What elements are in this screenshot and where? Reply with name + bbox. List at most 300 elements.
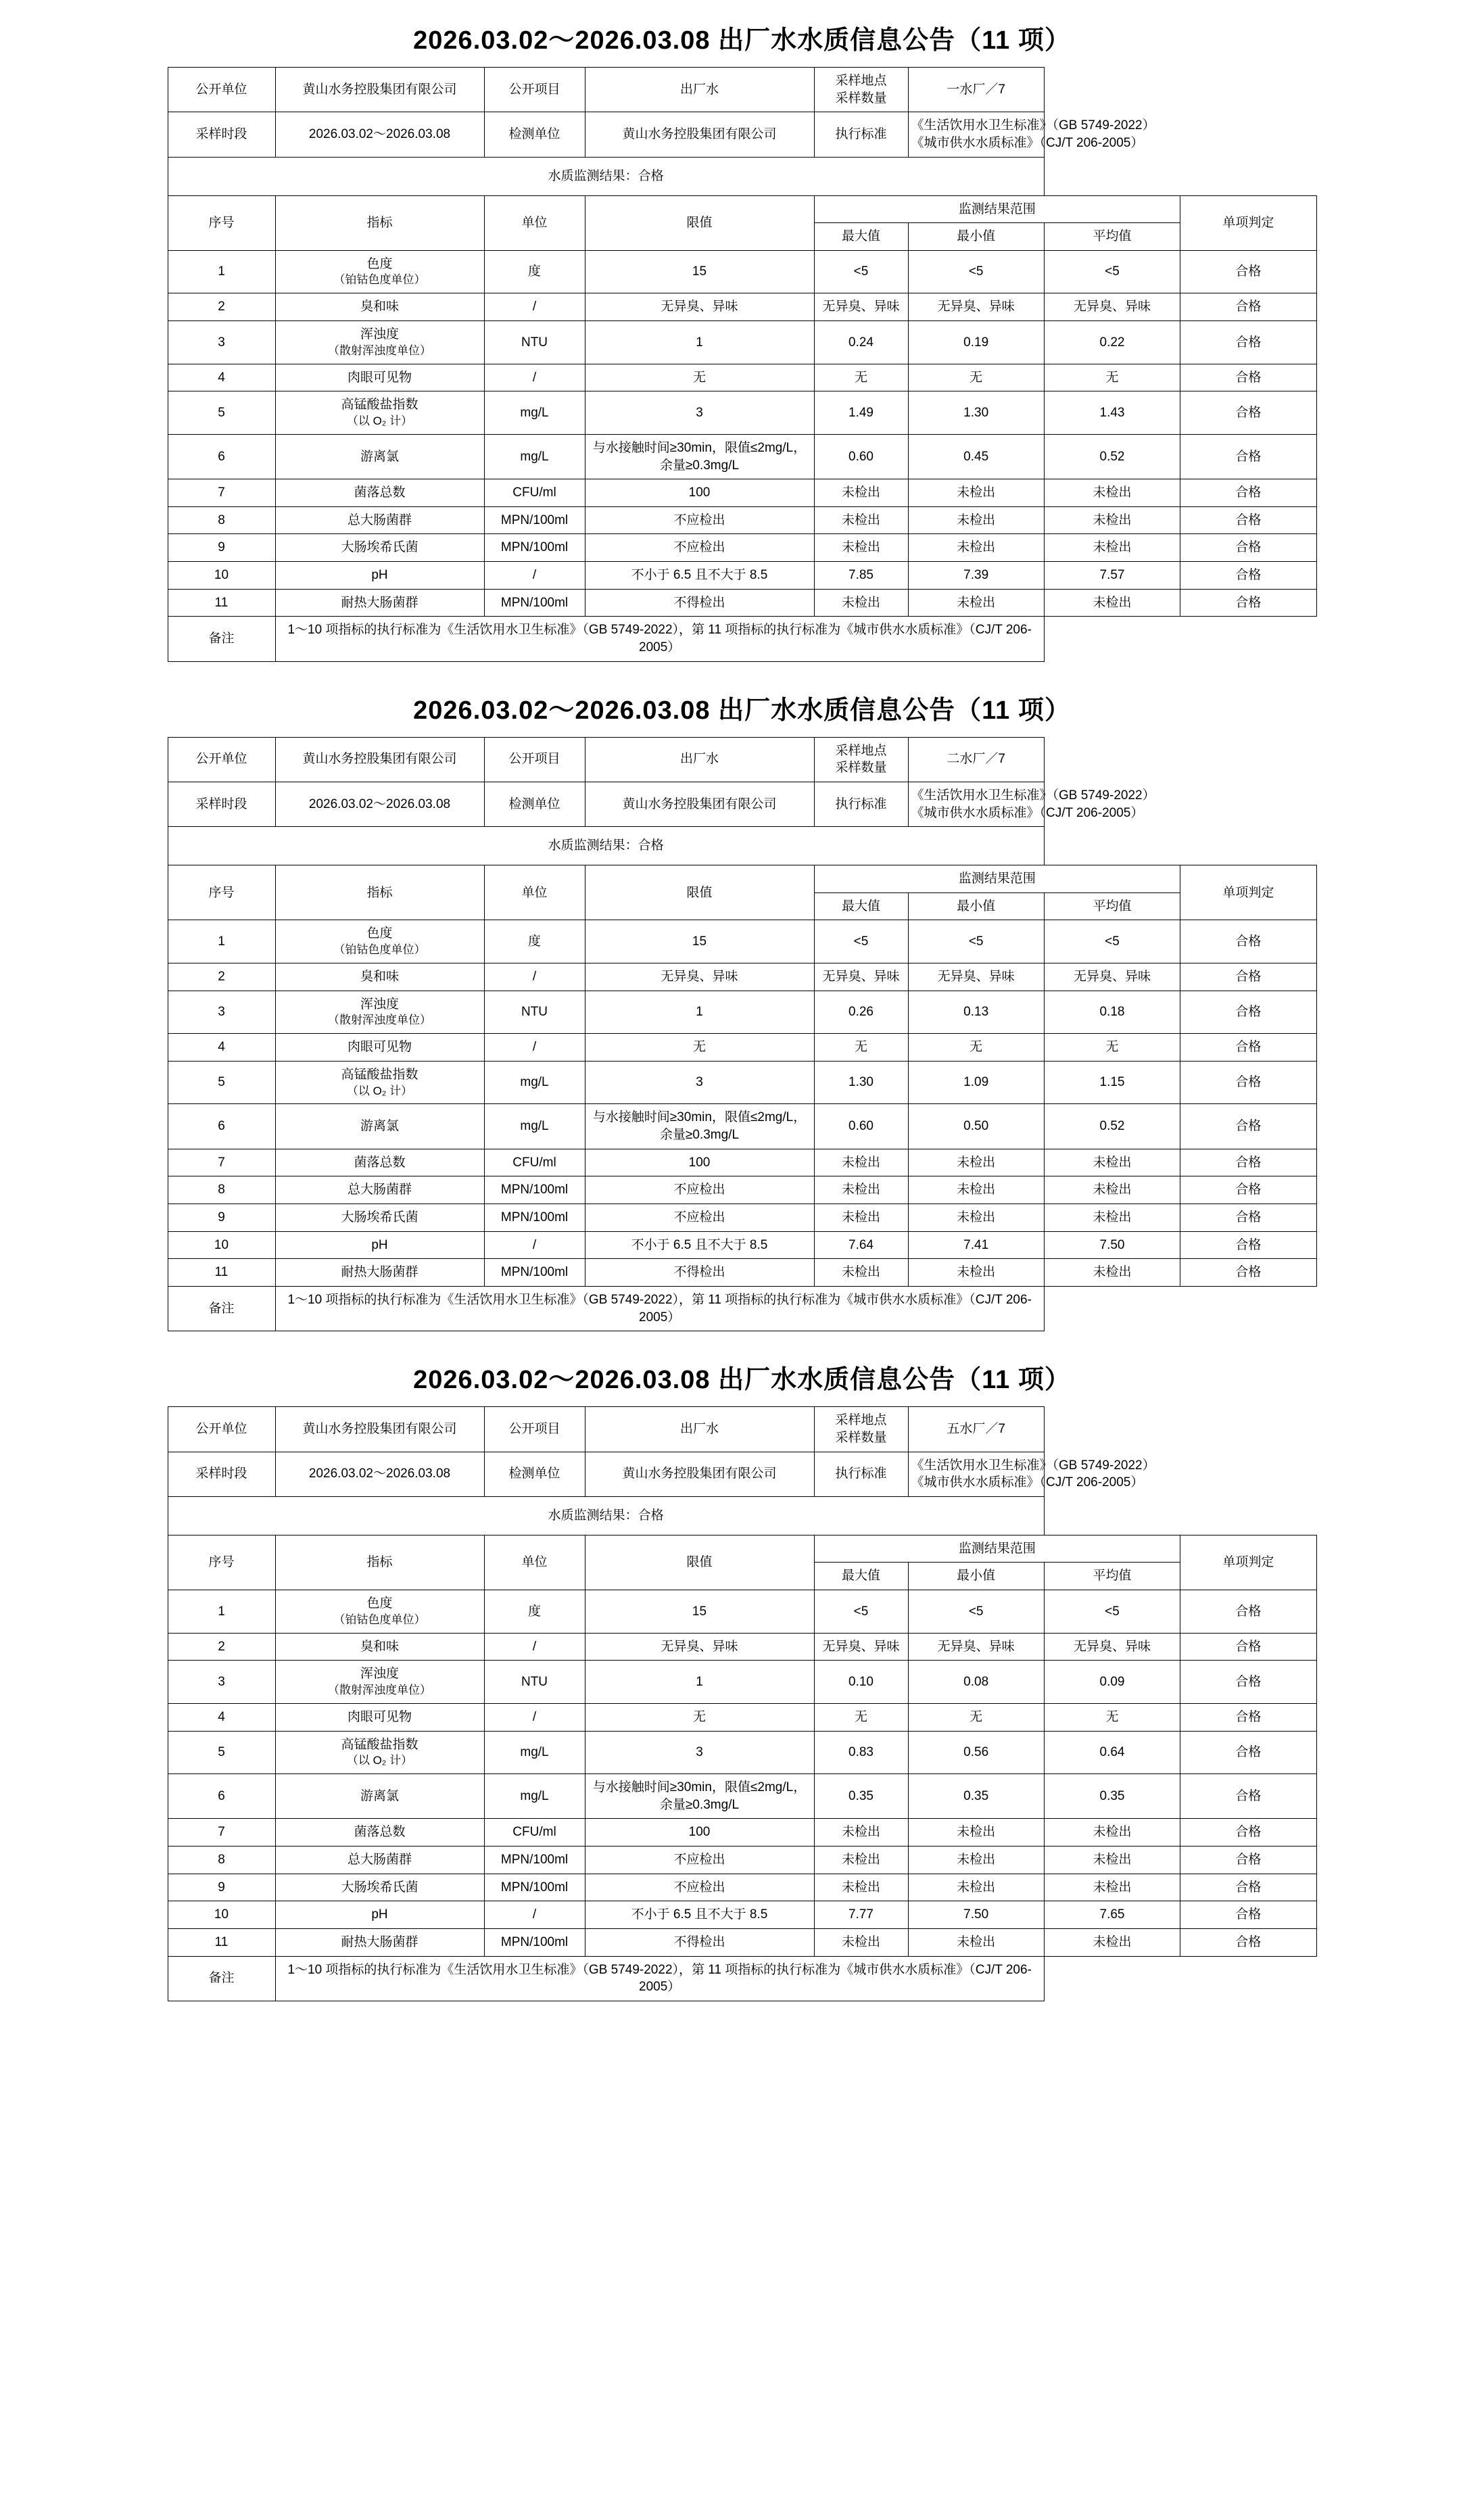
item-name: 高锰酸盐指数 [341, 1737, 418, 1752]
cell-item [275, 1061, 484, 1104]
cell-item [275, 1928, 484, 1956]
cell-unit: MPN/100ml [484, 1928, 585, 1956]
cell-unit: CFU/ml [484, 479, 585, 507]
column-header-row-1 [168, 195, 1316, 223]
item-name: 总大肠菌群 [347, 513, 412, 527]
overall-result-row [168, 827, 1316, 865]
cell-min: <5 [908, 920, 1044, 963]
table-row [168, 1104, 1316, 1149]
cell-avg: 0.52 [1044, 1104, 1180, 1149]
cell-avg: 未检出 [1044, 1928, 1180, 1956]
item-subname: （铂钴色度单位） [333, 273, 426, 287]
item-subname: （散射浑浊度单位） [328, 1683, 431, 1696]
limit-line-1: 与水接触时间≥30min，限值≤2mg/L， [592, 1110, 807, 1125]
cell-index: 1 [168, 250, 275, 293]
report-table [168, 737, 1317, 1332]
cell-limit [585, 1104, 814, 1149]
cell-min: 未检出 [908, 1149, 1044, 1176]
cell-limit: 不应检出 [585, 1204, 814, 1232]
cell-min: 未检出 [908, 1176, 1044, 1204]
col-avg: 平均值 [1044, 223, 1180, 251]
cell-item [275, 250, 484, 293]
value-standard [908, 1452, 1155, 1496]
label-site: 采样地点 [835, 1413, 887, 1428]
col-limit: 限值 [585, 865, 814, 920]
cell-judge: 合格 [1180, 1149, 1316, 1176]
cell-avg: 0.18 [1044, 991, 1180, 1034]
cell-judge: 合格 [1180, 1703, 1316, 1731]
item-name: 大肠埃希氏菌 [341, 1880, 418, 1895]
table-row [168, 250, 1316, 293]
cell-max: 1.49 [814, 391, 908, 435]
label-project: 公开项目 [484, 737, 585, 782]
item-name: 浑浊度 [360, 327, 399, 342]
cell-max: 无 [814, 1034, 908, 1062]
cell-index: 6 [168, 1104, 275, 1149]
cell-unit: mg/L [484, 434, 585, 479]
water-quality-report [168, 9, 1317, 662]
label-site: 采样地点 [835, 743, 887, 758]
cell-index: 3 [168, 1661, 275, 1704]
table-row [168, 1874, 1316, 1901]
value-project: 出厂水 [585, 737, 814, 782]
col-index: 序号 [168, 1535, 275, 1590]
item-name: 肉眼可见物 [347, 1709, 412, 1724]
cell-limit: 不应检出 [585, 1874, 814, 1901]
cell-max: 未检出 [814, 1819, 908, 1847]
col-limit: 限值 [585, 195, 814, 250]
label-site-and-count [814, 1407, 908, 1452]
value-site-and-count: 一水厂／7 [908, 68, 1044, 112]
cell-judge: 合格 [1180, 562, 1316, 590]
cell-max: 未检出 [814, 1204, 908, 1232]
item-name: 高锰酸盐指数 [341, 398, 418, 412]
cell-min: 0.45 [908, 434, 1044, 479]
cell-unit: / [484, 1901, 585, 1929]
overall-result-text: 水质监测结果：合格 [168, 157, 1044, 195]
cell-avg: 无异臭、异味 [1044, 963, 1180, 991]
cell-min: <5 [908, 1590, 1044, 1634]
cell-limit: 3 [585, 1731, 814, 1774]
item-name: 大肠埃希氏菌 [341, 1210, 418, 1225]
cell-avg: 7.65 [1044, 1901, 1180, 1929]
cell-min: 未检出 [908, 1928, 1044, 1956]
cell-limit: 100 [585, 479, 814, 507]
cell-max: 无异臭、异味 [814, 293, 908, 321]
value-project: 出厂水 [585, 1407, 814, 1452]
cell-limit: 无 [585, 364, 814, 391]
table-row [168, 506, 1316, 534]
cell-item [275, 1661, 484, 1704]
cell-judge: 合格 [1180, 479, 1316, 507]
cell-judge: 合格 [1180, 364, 1316, 391]
cell-max: 未检出 [814, 1149, 908, 1176]
cell-limit: 无异臭、异味 [585, 1633, 814, 1661]
limit-line-2: 余量≥0.3mg/L [659, 1128, 740, 1143]
value-project: 出厂水 [585, 68, 814, 112]
item-name: 耐热大肠菌群 [341, 1934, 418, 1949]
cell-avg: 未检出 [1044, 1874, 1180, 1901]
cell-index: 5 [168, 391, 275, 435]
cell-judge: 合格 [1180, 1633, 1316, 1661]
item-name: 浑浊度 [360, 997, 399, 1011]
table-row [168, 1231, 1316, 1259]
cell-unit: MPN/100ml [484, 1204, 585, 1232]
col-unit: 单位 [484, 865, 585, 920]
cell-index: 8 [168, 1176, 275, 1204]
cell-min: 无异臭、异味 [908, 293, 1044, 321]
table-row [168, 1590, 1316, 1634]
cell-judge: 合格 [1180, 1731, 1316, 1774]
page-title: 2026.03.02～2026.03.08 出厂水水质信息公告（11 项） [413, 696, 1071, 725]
table-row [168, 1661, 1316, 1704]
value-sample-period: 2026.03.02～2026.03.08 [275, 782, 484, 826]
cell-unit: NTU [484, 1661, 585, 1704]
table-row [168, 1774, 1316, 1819]
cell-unit: 度 [484, 920, 585, 963]
note-text: 1～10 项指标的执行标准为《生活饮用水卫生标准》（GB 5749-2022），第 11 项指标的执行标准为《城市供水水质标准》（CJ/T 206-2005） [275, 1956, 1044, 2001]
table-row [168, 1703, 1316, 1731]
cell-item [275, 434, 484, 479]
cell-min: 0.19 [908, 321, 1044, 364]
cell-limit: 无异臭、异味 [585, 963, 814, 991]
cell-index: 7 [168, 479, 275, 507]
table-row [168, 534, 1316, 562]
label-publisher: 公开单位 [168, 737, 275, 782]
water-quality-report [168, 1349, 1317, 2001]
cell-max: 7.64 [814, 1231, 908, 1259]
cell-judge: 合格 [1180, 1590, 1316, 1634]
cell-min: 7.50 [908, 1901, 1044, 1929]
cell-avg: 无 [1044, 1703, 1180, 1731]
cell-min: 未检出 [908, 1847, 1044, 1874]
item-subname: （散射浑浊度单位） [328, 343, 431, 357]
cell-limit: 1 [585, 321, 814, 364]
cell-min: 无异臭、异味 [908, 1633, 1044, 1661]
cell-judge: 合格 [1180, 534, 1316, 562]
note-label: 备注 [168, 1956, 275, 2001]
page-title: 2026.03.02～2026.03.08 出厂水水质信息公告（11 项） [413, 26, 1071, 55]
cell-index: 3 [168, 991, 275, 1034]
cell-min: 未检出 [908, 506, 1044, 534]
cell-item [275, 589, 484, 617]
item-name: 总大肠菌群 [347, 1183, 412, 1197]
col-judge: 单项判定 [1180, 195, 1316, 250]
cell-unit: MPN/100ml [484, 1176, 585, 1204]
col-limit: 限值 [585, 1535, 814, 1590]
cell-limit: 15 [585, 1590, 814, 1634]
item-name: pH [371, 1237, 388, 1252]
item-subname: （散射浑浊度单位） [328, 1014, 431, 1027]
standard-line-2: 《城市供水水质标准》（CJ/T 206-2005） [911, 135, 1144, 150]
header-row-1 [168, 68, 1316, 112]
item-name: 菌落总数 [354, 1825, 406, 1840]
item-name: 色度 [366, 1596, 393, 1611]
note-label: 备注 [168, 1286, 275, 1331]
label-count: 采样数量 [835, 1430, 887, 1445]
cell-min: 未检出 [908, 1204, 1044, 1232]
cell-unit: NTU [484, 321, 585, 364]
cell-judge: 合格 [1180, 434, 1316, 479]
cell-index: 5 [168, 1061, 275, 1104]
col-result-range: 监测结果范围 [814, 195, 1180, 223]
cell-item [275, 1231, 484, 1259]
table-row [168, 391, 1316, 435]
cell-index: 8 [168, 506, 275, 534]
cell-judge: 合格 [1180, 589, 1316, 617]
cell-judge: 合格 [1180, 506, 1316, 534]
overall-result-row [168, 157, 1316, 195]
label-standard: 执行标准 [814, 782, 908, 826]
cell-judge: 合格 [1180, 1874, 1316, 1901]
item-subname: （以 O₂ 计） [346, 1754, 413, 1767]
table-row [168, 434, 1316, 479]
value-sample-period: 2026.03.02～2026.03.08 [275, 1452, 484, 1496]
item-name: pH [371, 568, 388, 583]
value-sample-period: 2026.03.02～2026.03.08 [275, 112, 484, 157]
cell-min: 0.08 [908, 1661, 1044, 1704]
item-name: 游离氯 [360, 1788, 399, 1803]
cell-avg: 未检出 [1044, 534, 1180, 562]
water-quality-report [168, 680, 1317, 1332]
cell-unit: mg/L [484, 1774, 585, 1819]
cell-unit: MPN/100ml [484, 1874, 585, 1901]
cell-limit: 不应检出 [585, 1847, 814, 1874]
cell-min: 7.41 [908, 1231, 1044, 1259]
standard-line-1: 《生活饮用水卫生标准》（GB 5749-2022） [911, 118, 1155, 133]
table-row [168, 1204, 1316, 1232]
col-max: 最大值 [814, 223, 908, 251]
col-judge: 单项判定 [1180, 1535, 1316, 1590]
cell-max: 未检出 [814, 1928, 908, 1956]
cell-max: <5 [814, 1590, 908, 1634]
cell-max: 7.85 [814, 562, 908, 590]
col-item: 指标 [275, 1535, 484, 1590]
cell-avg: <5 [1044, 1590, 1180, 1634]
label-site-and-count [814, 737, 908, 782]
table-row [168, 589, 1316, 617]
cell-max: 无 [814, 1703, 908, 1731]
cell-judge: 合格 [1180, 1061, 1316, 1104]
item-name: 菌落总数 [354, 1155, 406, 1170]
cell-judge: 合格 [1180, 1104, 1316, 1149]
cell-limit: 无 [585, 1703, 814, 1731]
cell-index: 4 [168, 1703, 275, 1731]
cell-judge: 合格 [1180, 920, 1316, 963]
cell-judge: 合格 [1180, 1034, 1316, 1062]
label-sample-period: 采样时段 [168, 112, 275, 157]
cell-judge: 合格 [1180, 250, 1316, 293]
label-sample-period: 采样时段 [168, 782, 275, 826]
cell-avg: 未检出 [1044, 479, 1180, 507]
cell-item [275, 1590, 484, 1634]
cell-avg: 1.43 [1044, 391, 1180, 435]
cell-item [275, 963, 484, 991]
cell-index: 9 [168, 1204, 275, 1232]
header-row-2 [168, 112, 1316, 157]
cell-avg: 未检出 [1044, 1204, 1180, 1232]
cell-limit: 15 [585, 250, 814, 293]
item-name: 游离氯 [360, 1119, 399, 1134]
cell-limit: 不应检出 [585, 506, 814, 534]
cell-limit: 1 [585, 1661, 814, 1704]
table-row [168, 1061, 1316, 1104]
cell-item [275, 1633, 484, 1661]
cell-item [275, 321, 484, 364]
cell-judge: 合格 [1180, 1847, 1316, 1874]
cell-item [275, 1901, 484, 1929]
cell-limit: 100 [585, 1819, 814, 1847]
value-testing-unit: 黄山水务控股集团有限公司 [585, 1452, 814, 1496]
cell-avg: 未检出 [1044, 1847, 1180, 1874]
overall-result-row [168, 1496, 1316, 1535]
cell-judge: 合格 [1180, 391, 1316, 435]
value-testing-unit: 黄山水务控股集团有限公司 [585, 782, 814, 826]
col-judge: 单项判定 [1180, 865, 1316, 920]
cell-max: 0.60 [814, 1104, 908, 1149]
cell-unit: / [484, 963, 585, 991]
cell-unit: / [484, 293, 585, 321]
cell-max: 0.24 [814, 321, 908, 364]
overall-result-text: 水质监测结果：合格 [168, 827, 1044, 865]
cell-index: 7 [168, 1149, 275, 1176]
note-text: 1～10 项指标的执行标准为《生活饮用水卫生标准》（GB 5749-2022），第 11 项指标的执行标准为《城市供水水质标准》（CJ/T 206-2005） [275, 1286, 1044, 1331]
label-count: 采样数量 [835, 91, 887, 105]
cell-judge: 合格 [1180, 1661, 1316, 1704]
cell-unit: / [484, 1633, 585, 1661]
note-row [168, 1956, 1316, 2001]
table-row [168, 1847, 1316, 1874]
col-min: 最小值 [908, 223, 1044, 251]
cell-unit: NTU [484, 991, 585, 1034]
cell-limit: 不应检出 [585, 1176, 814, 1204]
cell-avg: 7.57 [1044, 562, 1180, 590]
cell-min: 未检出 [908, 1819, 1044, 1847]
item-name: 总大肠菌群 [347, 1853, 412, 1867]
cell-limit: 不得检出 [585, 1928, 814, 1956]
cell-min: 0.35 [908, 1774, 1044, 1819]
table-row [168, 321, 1316, 364]
limit-line-2: 余量≥0.3mg/L [659, 458, 740, 473]
cell-item [275, 920, 484, 963]
label-publisher: 公开单位 [168, 68, 275, 112]
cell-index: 3 [168, 321, 275, 364]
cell-index: 2 [168, 293, 275, 321]
cell-item [275, 1104, 484, 1149]
cell-unit: / [484, 562, 585, 590]
header-row-2 [168, 782, 1316, 826]
limit-line-1: 与水接触时间≥30min，限值≤2mg/L， [592, 1780, 807, 1795]
cell-avg: 未检出 [1044, 506, 1180, 534]
cell-item [275, 991, 484, 1034]
column-header-row-1 [168, 865, 1316, 893]
cell-min: 0.56 [908, 1731, 1044, 1774]
table-row [168, 963, 1316, 991]
cell-index: 6 [168, 434, 275, 479]
cell-min: 0.13 [908, 991, 1044, 1034]
item-name: 耐热大肠菌群 [341, 1265, 418, 1280]
cell-max: 未检出 [814, 1874, 908, 1901]
cell-unit: MPN/100ml [484, 1847, 585, 1874]
cell-index: 10 [168, 1231, 275, 1259]
cell-item [275, 1731, 484, 1774]
cell-min: 7.39 [908, 562, 1044, 590]
cell-avg: 未检出 [1044, 1149, 1180, 1176]
table-row [168, 1901, 1316, 1929]
cell-avg: 1.15 [1044, 1061, 1180, 1104]
cell-index: 2 [168, 1633, 275, 1661]
cell-unit: mg/L [484, 391, 585, 435]
cell-avg: 0.52 [1044, 434, 1180, 479]
cell-unit: 度 [484, 1590, 585, 1634]
cell-limit: 3 [585, 391, 814, 435]
item-subname: （铂钴色度单位） [333, 1613, 426, 1626]
cell-unit: MPN/100ml [484, 534, 585, 562]
col-avg: 平均值 [1044, 892, 1180, 920]
limit-line-1: 与水接触时间≥30min，限值≤2mg/L， [592, 440, 807, 455]
item-name: 色度 [366, 926, 393, 941]
cell-unit: CFU/ml [484, 1819, 585, 1847]
table-row [168, 1819, 1316, 1847]
col-result-range: 监测结果范围 [814, 1535, 1180, 1563]
label-project: 公开项目 [484, 68, 585, 112]
cell-judge: 合格 [1180, 1774, 1316, 1819]
cell-max: 未检出 [814, 1176, 908, 1204]
cell-unit: / [484, 364, 585, 391]
cell-avg: 无异臭、异味 [1044, 1633, 1180, 1661]
item-subname: （铂钴色度单位） [333, 943, 426, 957]
cell-index: 2 [168, 963, 275, 991]
cell-max: 0.83 [814, 1731, 908, 1774]
cell-min: 未检出 [908, 1259, 1044, 1287]
col-result-range: 监测结果范围 [814, 865, 1180, 893]
cell-limit: 不应检出 [585, 534, 814, 562]
cell-judge: 合格 [1180, 293, 1316, 321]
col-max: 最大值 [814, 1563, 908, 1590]
cell-avg: 未检出 [1044, 1259, 1180, 1287]
cell-min: 1.09 [908, 1061, 1044, 1104]
cell-item [275, 1774, 484, 1819]
cell-avg: 未检出 [1044, 1819, 1180, 1847]
value-site-and-count: 二水厂／7 [908, 737, 1044, 782]
page-title: 2026.03.02～2026.03.08 出厂水水质信息公告（11 项） [413, 1366, 1071, 1395]
cell-index: 9 [168, 534, 275, 562]
cell-limit: 不得检出 [585, 589, 814, 617]
cell-item [275, 506, 484, 534]
cell-judge: 合格 [1180, 1259, 1316, 1287]
cell-max: <5 [814, 250, 908, 293]
col-min: 最小值 [908, 1563, 1044, 1590]
cell-avg: 未检出 [1044, 1176, 1180, 1204]
item-name: 肉眼可见物 [347, 1040, 412, 1055]
cell-min: 未检出 [908, 1874, 1044, 1901]
cell-unit: MPN/100ml [484, 1259, 585, 1287]
cell-max: 无异臭、异味 [814, 963, 908, 991]
cell-unit: mg/L [484, 1061, 585, 1104]
item-name: 臭和味 [360, 970, 399, 984]
cell-item [275, 562, 484, 590]
col-max: 最大值 [814, 892, 908, 920]
item-name: 高锰酸盐指数 [341, 1067, 418, 1082]
label-project: 公开项目 [484, 1407, 585, 1452]
cell-avg: 无异臭、异味 [1044, 293, 1180, 321]
table-row [168, 1731, 1316, 1774]
table-row [168, 1633, 1316, 1661]
table-row [168, 920, 1316, 963]
cell-avg: <5 [1044, 920, 1180, 963]
cell-limit: 不小于 6.5 且不大于 8.5 [585, 562, 814, 590]
cell-index: 11 [168, 1259, 275, 1287]
